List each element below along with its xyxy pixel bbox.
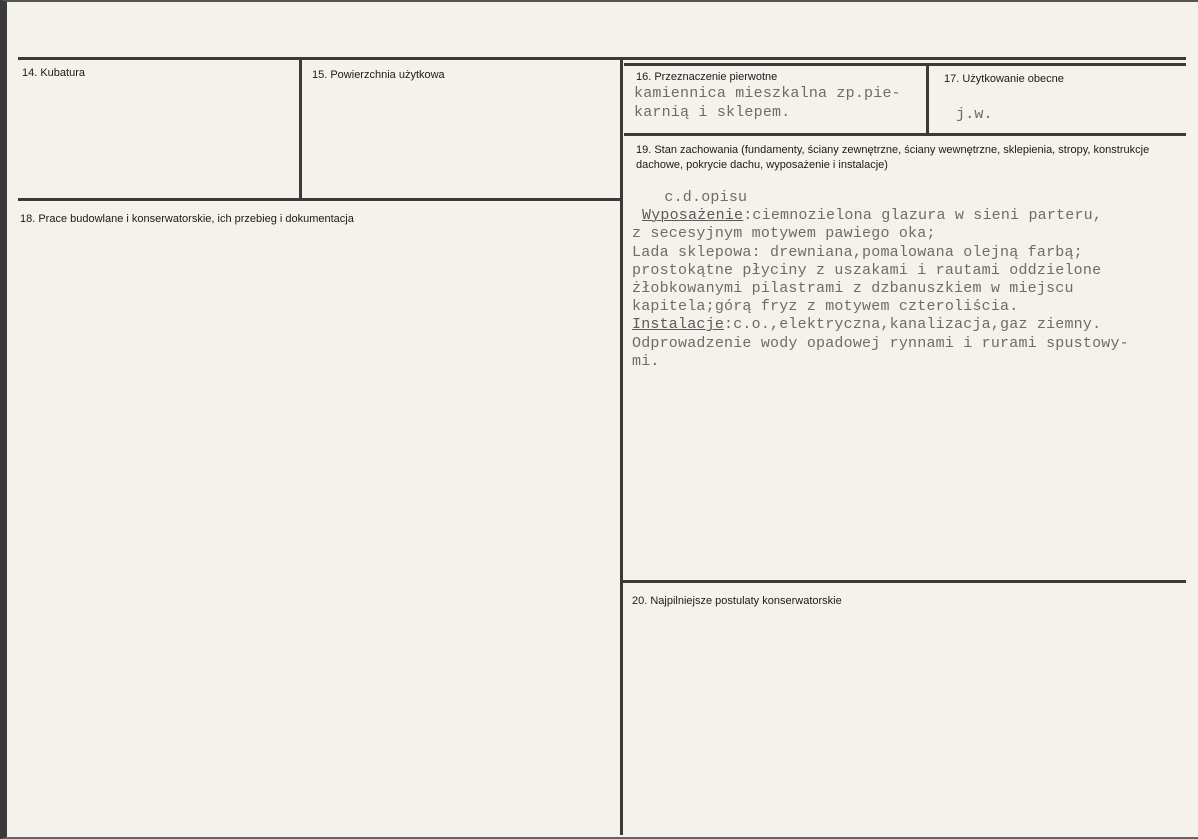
rule-under-19 [620, 580, 1186, 583]
rule-v-16-17 [926, 66, 929, 134]
field-20-label: 20. Najpilniejsze postulaty konserwatorskie [632, 595, 842, 607]
field-16-label: 16. Przeznaczenie pierwotne [636, 71, 778, 83]
rule-under-16-17 [624, 133, 1186, 136]
field-19-line-text: z secesyjnym motywem pawiego oka; [632, 225, 936, 243]
field-19-typed-line [632, 280, 1074, 298]
field-19-line-text: prostokątne płyciny z uszakami i rautami oddzielone [632, 261, 1102, 279]
field-19-typed-line [632, 353, 660, 371]
field-15-label: 15. Powierzchnia użytkowa [312, 69, 445, 81]
field-14-label: 14. Kubatura [22, 67, 85, 79]
field-18-label: 18. Prace budowlane i konserwatorskie, ich przebieg i dokumentacja [20, 213, 354, 225]
field-19-typed-line [632, 298, 1018, 316]
field-19-underlined-heading: Wyposażenie [642, 207, 744, 225]
field-19-typed-line [632, 225, 936, 243]
field-16-value-line1: kamiennica mieszkalna zp.pie- [634, 85, 901, 102]
rule-top [18, 57, 1186, 60]
field-19-line-text: Lada sklepowa: drewniana,pomalowana olejną farbą; [632, 243, 1083, 261]
field-16-value-line2: karnią i sklepem. [634, 104, 791, 121]
field-19-line-text: mi. [632, 352, 660, 370]
field-19-typed-line [632, 335, 1129, 353]
field-19-typed-line [632, 316, 1101, 334]
field-19-line-text: :c.o.,elektryczna,kanalizacja,gaz ziemny. [724, 316, 1102, 334]
field-19-typed-line [642, 207, 1102, 225]
field-17-label: 17. Użytkowanie obecne [944, 73, 1064, 85]
rule-v-14-15 [299, 59, 302, 200]
field-19-line-text: :ciemnozielona glazura w sieni parteru, [743, 207, 1103, 225]
field-19-label: 19. Stan zachowania (fundamenty, ściany zewnętrzne, ściany wewnętrzne, sklepienia, stropy, konstrukcje dachowe, pokrycie dachu, wyposażenie i instalacje) [636, 144, 1150, 171]
field-19-typed-line [632, 244, 1083, 262]
field-19-line-text: c.d.opisu [646, 189, 748, 206]
rule-under-14-15 [18, 198, 622, 201]
field-19-typed-line [632, 262, 1101, 280]
rule-right-top [624, 63, 1186, 66]
field-19-line-text: żłobkowanymi pilastrami z dzbanuszkiem w miejscu [632, 280, 1074, 297]
rule-v-left-right [620, 59, 623, 835]
field-19-line-text: Odprowadzenie wody opadowej rynnami i rurami spustowy- [632, 334, 1129, 352]
field-19-underlined-heading: Instalacje [632, 316, 725, 334]
field-19-typed-line [646, 189, 747, 207]
field-19-line-text: kapitela;górą fryz z motywem czteroliścia. [632, 298, 1019, 316]
field-17-value: j.w. [956, 106, 993, 123]
